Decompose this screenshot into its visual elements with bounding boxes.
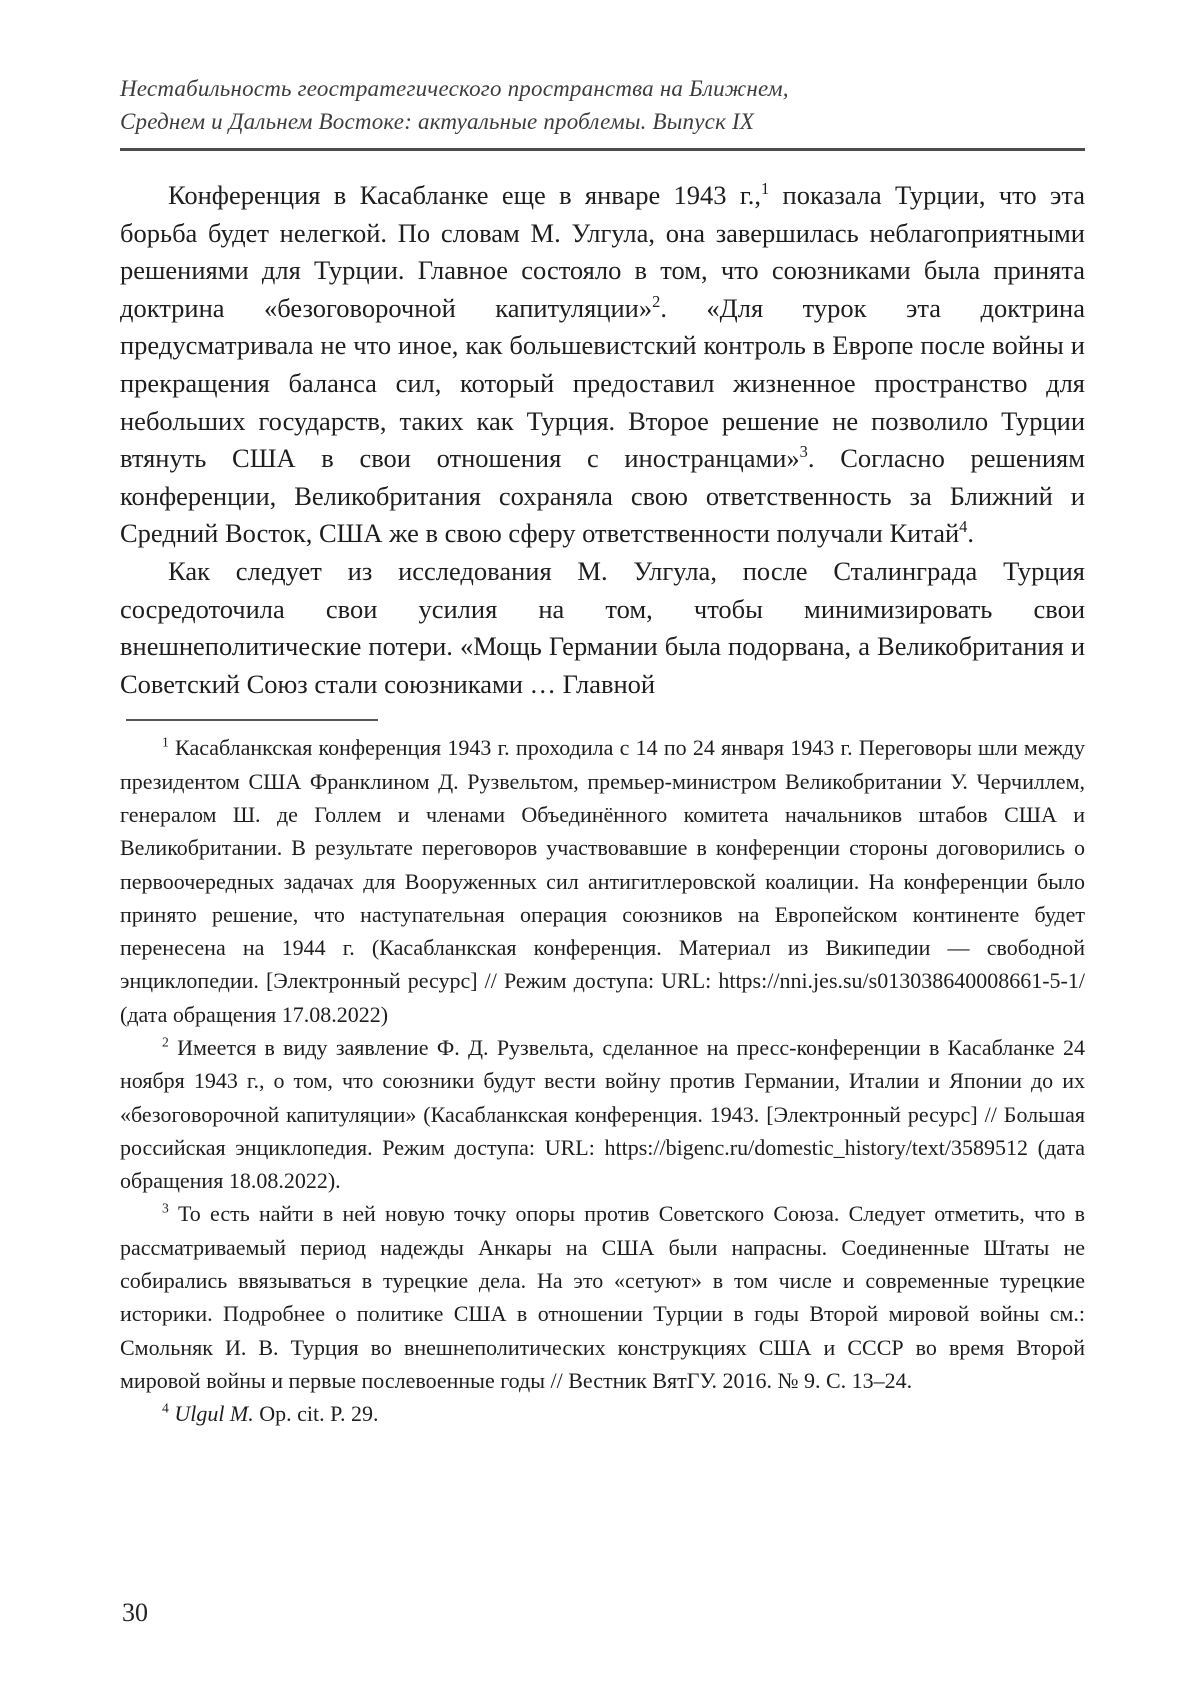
- footnotes-section: [120, 731, 1085, 1430]
- footnote-marker: 4: [959, 517, 968, 537]
- text-run: . «Для турок эта доктрина предусматривала не что иное, как большевистский контроль в Европе после войны и прекращения баланса сил, который предоставил жизненное пространство для небольших государств, таких как Турция. Второе решение не позволило Турции втянуть США в свои отношения с иностранцами»: [120, 292, 1085, 474]
- body-paragraph: [120, 177, 1085, 553]
- body-paragraph: [120, 553, 1085, 703]
- footnote-marker: 4: [162, 1400, 169, 1416]
- footnote-separator: [126, 719, 378, 721]
- footnote-marker: 3: [799, 442, 808, 462]
- text-run: Как следует из исследования М. Улгула, после Сталинграда Турция сосредоточила свои усилия на том, чтобы минимизировать свои внешнеполитические потери. «Мощь Германии была подорвана, а Великобритания и Советский Союз стали союзниками … Главной: [120, 555, 1085, 699]
- header-rule: [120, 148, 1085, 151]
- text-run: Имеется в виду заявление Ф. Д. Рузвельта, сделанное на пресс-конференции в Касабланке 24 ноября 1943 г., о том, что союзники будут вести войну против Германии, Италии и Японии до их «безоговорочной капитуляции» (Касабланкская конференция. 1943. [Электронный ресурс] // Большая российская энциклопедия. Режим доступа: URL: https://bigenc.ru/domestic_history/text/3589512 (дата обращения 18.08.2022).: [120, 1034, 1085, 1194]
- text-run: показала Турции, что эта борьба будет нелегкой. По словам М. Улгула, она завершилась неблагоприятными решениями для Турции. Главное состояло в том, что союзниками была принята доктрина «безоговорочной капитуляции»: [120, 180, 1085, 323]
- text-run: .: [967, 518, 975, 549]
- text-run: . Согласно решениям конференции, Великобритания сохраняла свою ответственность за Ближний и Средний Восток, США же в свою сферу ответственности получали Китай: [120, 443, 1085, 549]
- running-header: [120, 72, 1085, 151]
- text-run: Op. cit. P. 29.: [253, 1401, 379, 1427]
- footnote-marker: 1: [761, 179, 770, 199]
- footnote-marker: 3: [162, 1201, 169, 1217]
- running-title: [120, 72, 1085, 138]
- footnote-marker: 2: [652, 291, 661, 311]
- text-run: Касабланкская конференция 1943 г. проходила с 14 по 24 января 1943 г. Переговоры шли между президентом США Франклином Д. Рузвельтом, премьер-министром Великобритании У. Черчиллем, генералом Ш. де Голлем и членами Объединённого комитета начальников штабов США и Великобритании. В результате переговоров участвовавшие в конференции стороны договорились о первоочередных задачах для Вооруженных сил антигитлеровской коалиции. На конференции было принято решение, что наступательная операция союзников на Европейском континенте будет перенесена на 1944 г. (Касабланкская конференция. Материал из Википедии — свободной энциклопедии. [Электронный ресурс] // Режим доступа: URL: https://nni.jes.su/s013038640008661-5-1/ (дата обращения 17.08.2022): [120, 735, 1085, 1027]
- footnote-4: [120, 1397, 1085, 1430]
- running-title-line-2: Среднем и Дальнем Востоке: актуальные проблемы. Выпуск IX: [120, 109, 755, 134]
- footnote-3: [120, 1197, 1085, 1397]
- footnote-2: [120, 1031, 1085, 1197]
- footnote-marker: 2: [162, 1034, 169, 1050]
- text-run: Конференция в Касабланке еще в январе 1943 г.,: [168, 180, 761, 210]
- footnote-1: [120, 731, 1085, 1031]
- page-number: 30: [122, 1598, 148, 1627]
- running-title-line-1: Нестабильность геостратегического пространства на Ближнем,: [120, 76, 789, 101]
- text-run: Ulgul M.: [174, 1401, 254, 1427]
- page-body: [120, 177, 1085, 703]
- text-run: То есть найти в ней новую точку опоры против Советского Союза. Следует отметить, что в рассматриваемый период надежды Анкары на США были напрасны. Соединенные Штаты не собирались ввязываться в турецкие дела. На это «сетуют» в том числе и современные турецкие историки. Подробнее о политике США в отношении Турции в годы Второй мировой войны см.: Смольняк И. В. Турция во внешнеполитических конструкциях США и СССР во время Второй мировой войны и первые послевоенные годы // Вестник ВятГУ. 2016. № 9. С. 13–24.: [120, 1201, 1085, 1393]
- footnote-marker: 1: [162, 734, 169, 750]
